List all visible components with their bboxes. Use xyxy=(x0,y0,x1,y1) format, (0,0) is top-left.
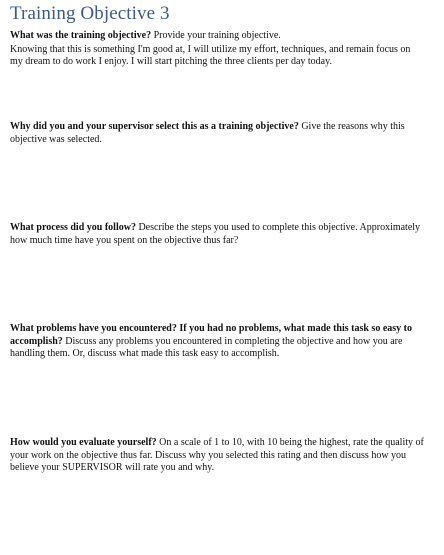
question-prompt: On a scale of 1 to 10, with 10 being the highest, rate the quality of your work on the objective thus far. Discuss why you selected this rating and then discuss how you believe your SUPERVISOR will rate you and why. xyxy=(10,437,424,473)
question-heading: What problems have you encountered? If you had no problems, what made this task so easy to accomplish? xyxy=(10,323,412,347)
question-heading: How would you evaluate yourself? xyxy=(10,437,157,448)
question-heading: What process did you follow? xyxy=(10,222,136,233)
question-paragraph xyxy=(10,222,424,247)
section-problems-encountered xyxy=(10,323,424,362)
question-prompt: Discuss any problems you encountered in completing the objective and how you are handling them. Or, discuss what made this task easy to accomplish. xyxy=(10,335,403,359)
question-paragraph xyxy=(10,30,424,43)
page-title: Training Objective 3 xyxy=(10,3,170,24)
question-paragraph xyxy=(10,121,424,146)
section-process-followed xyxy=(10,222,424,248)
section-training-objective xyxy=(10,30,424,69)
question-heading: Why did you and your supervisor select this as a training objective? xyxy=(10,121,299,132)
section-selection-reason xyxy=(10,121,424,147)
question-prompt: Provide your training objective. xyxy=(151,30,281,41)
section-self-evaluation xyxy=(10,437,424,476)
question-paragraph xyxy=(10,437,424,475)
question-prompt: Describe the steps you used to complete this objective. Approximately how much time have you spent on the objective thus far? xyxy=(10,222,421,246)
question-prompt: Give the reasons why this objective was selected. xyxy=(10,121,405,145)
question-paragraph xyxy=(10,323,424,361)
answer-text[interactable]: Knowing that this is something I'm good at, I will utilize my effort, techniques, and remain focus on my dream to do work I enjoy. I will start pitching the three clients per day today. xyxy=(10,43,411,67)
question-heading: What was the training objective? xyxy=(10,30,152,41)
